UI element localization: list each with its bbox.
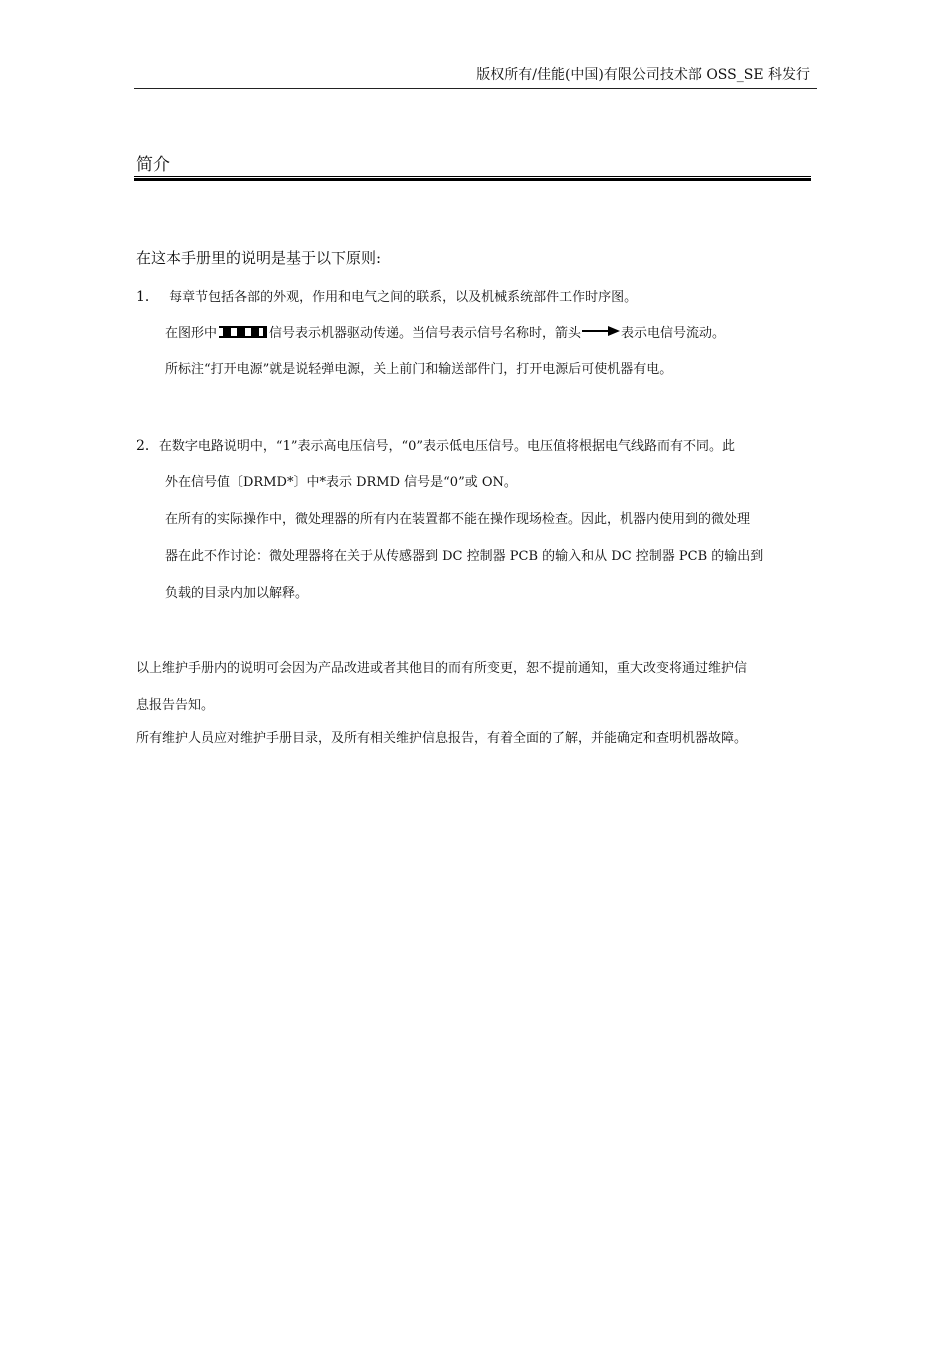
page-header: 版权所有/佳能(中国)有限公司技术部 OSS_SE 科发行 [476,67,810,83]
item2-line2: 外在信号值〔DRMD*〕中*表示 DRMD 信号是“0”或 ON。 [165,475,517,490]
title-divider-thick [134,178,811,181]
item2-line3: 在所有的实际操作中，微处理器的所有内在装置都不能在操作现场检查。因此，机器内使用到的微处理 [165,512,751,527]
item1-line1 [136,289,637,306]
item1-line2-a: 在图形中 [165,326,218,341]
item2-line5: 负载的目录内加以解释。 [165,586,309,601]
item1-number: 1． [136,289,159,305]
item1-line2 [165,325,725,343]
item2-number: 2． [136,438,159,454]
item2-line1 [136,438,735,455]
closing-line2: 息报告告知。 [136,698,215,713]
section-title: 简介 [136,155,170,175]
pulse-signal-icon [219,326,267,343]
item1-line2-b: 信号表示机器驱动传递。当信号表示信号名称时，箭头 [269,326,582,341]
item2-text: 在数字电路说明中，“1”表示高电压信号，“0”表示低电压信号。电压值将根据电气线路而有不同。此 [158,439,736,454]
closing-line3: 所有维护人员应对维护手册目录，及所有相关维护信息报告，有着全面的了解，并能确定和查明机器故障。 [136,731,748,746]
title-divider-thin [134,176,811,177]
item1-line3: 所标注“打开电源”就是说轻弹电源，关上前门和输送部件门，打开电源后可使机器有电。 [165,362,673,377]
intro-text: 在这本手册里的说明是基于以下原则: [136,249,382,267]
item1-text: 每章节包括各部的外观，作用和电气之间的联系，以及机械系统部件工作时序图。 [169,290,638,305]
item1-line2-c: 表示电信号流动。 [621,326,726,341]
signal-arrow-icon [582,325,620,341]
item2-line4: 器在此不作讨论：微处理器将在关于从传感器到 DC 控制器 PCB 的输入和从 DC 控制器 PCB 的输出到 [165,549,764,564]
closing-line1: 以上维护手册内的说明可会因为产品改进或者其他目的而有所变更，恕不提前通知，重大改变将通过维护信 [136,661,748,676]
header-divider [134,88,817,89]
